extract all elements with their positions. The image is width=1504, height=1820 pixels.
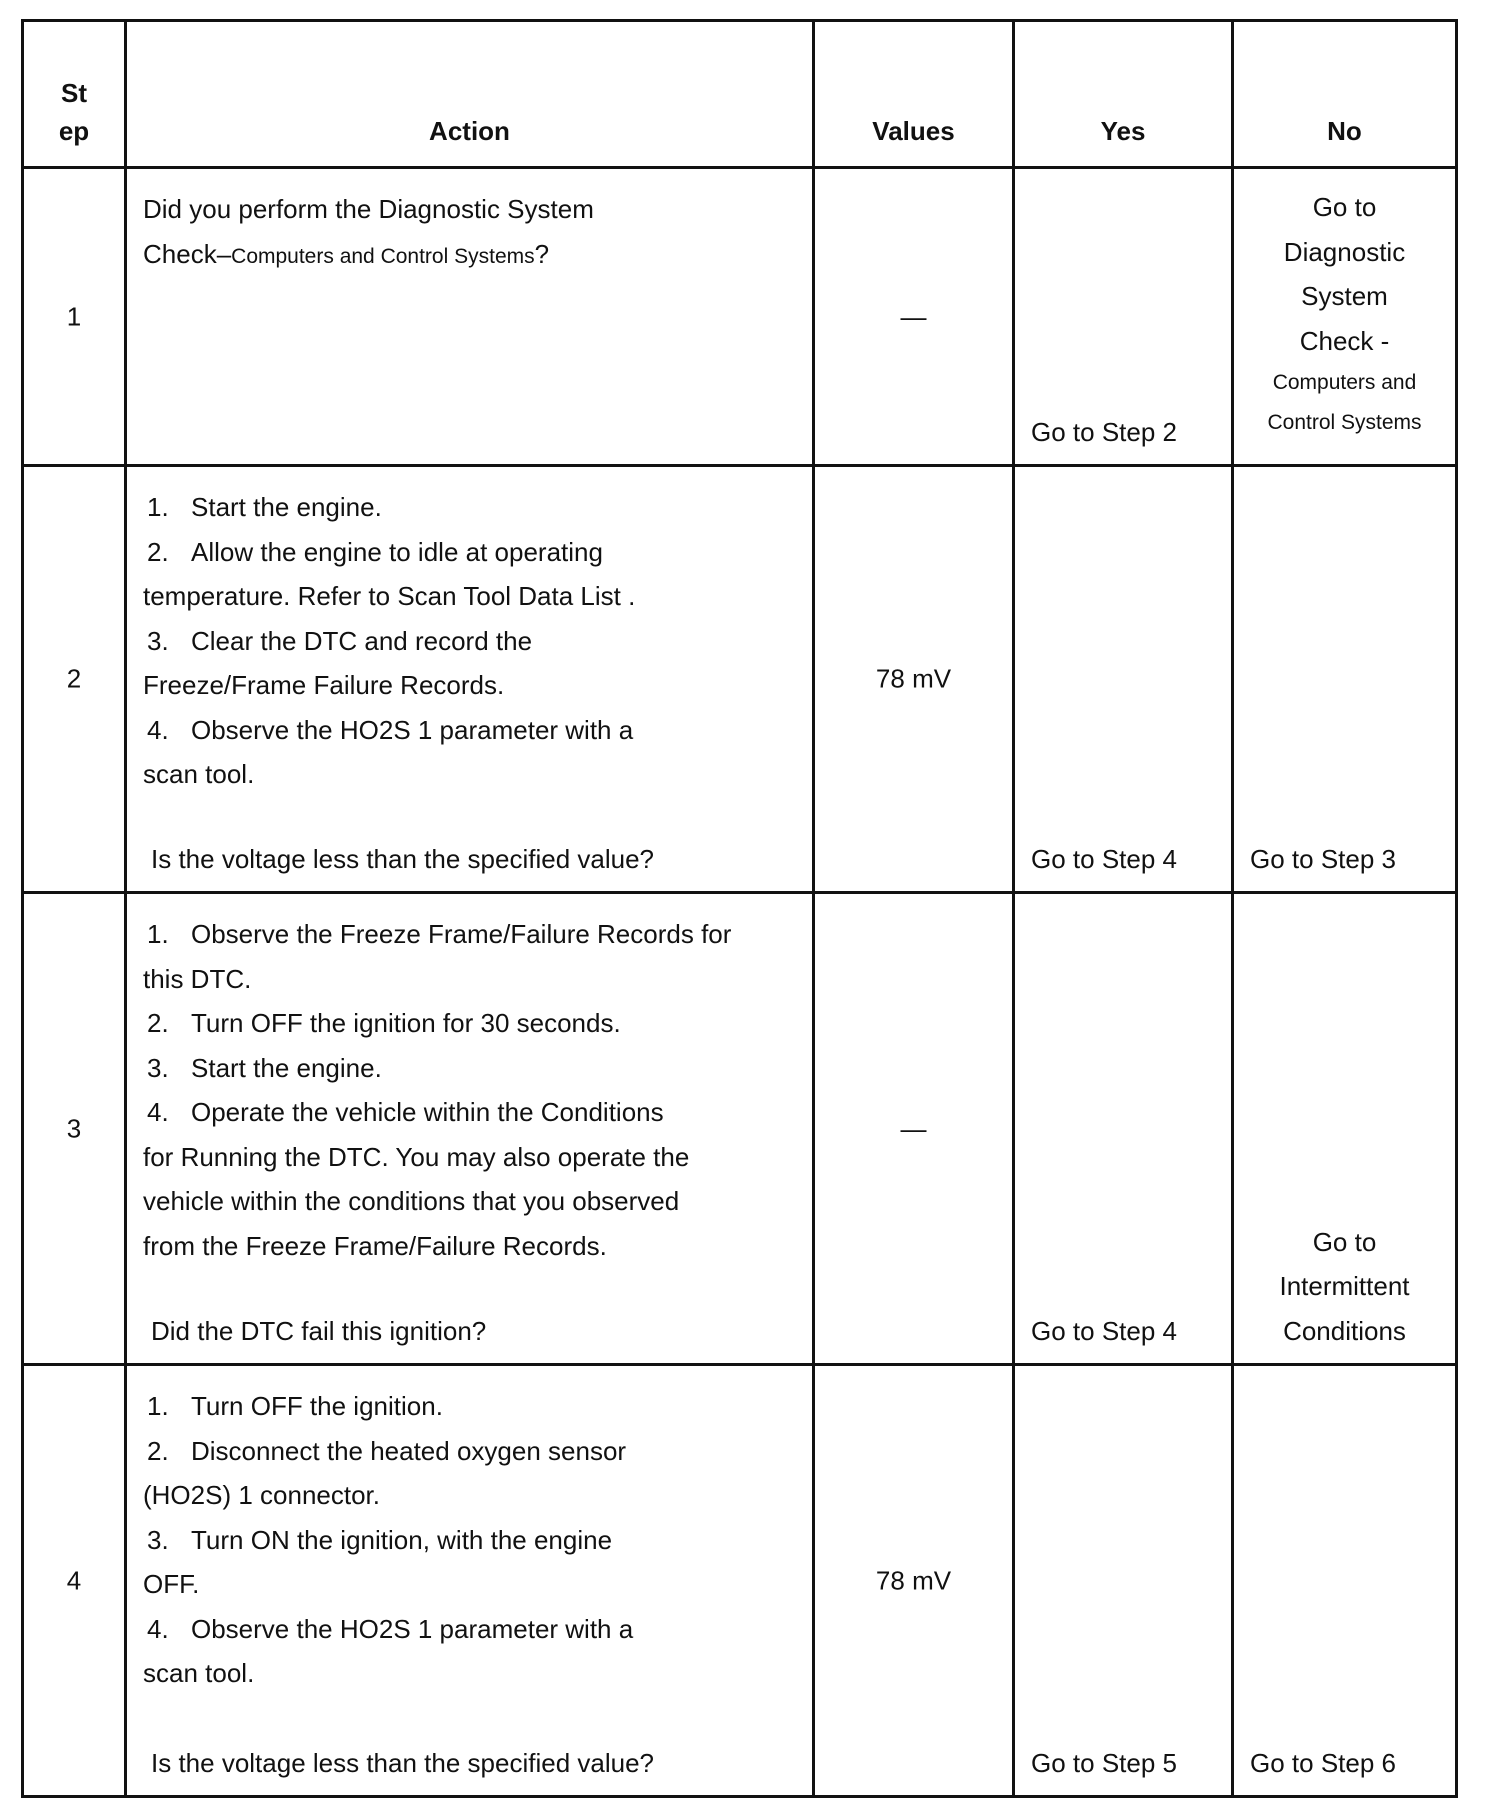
list-item: 3. Clear the DTC and record the Freeze/Frame Failure Records. [143,625,533,700]
header-values: Values [814,21,1014,168]
yes-cell: Go to Step 4 [1014,466,1233,893]
table-row [23,168,1457,466]
header-yes: Yes [1014,21,1233,168]
list-item: 1. Observe the Freeze Frame/Failure Records for this DTC. [143,919,732,994]
step-cell: 3 [23,893,126,1365]
no-cell: Go to Step 6 [1233,1365,1457,1797]
action-cell [126,893,814,1365]
values-cell: — [814,893,1014,1365]
no-cell: Go to Intermittent Conditions [1233,893,1457,1365]
header-no: No [1233,21,1457,168]
question: Did the DTC fail this ignition? [151,1316,487,1346]
list-item: 4. Observe the HO2S 1 parameter with a scan tool. [143,714,634,789]
diagnostic-table [21,19,1458,1798]
table-row [23,466,1457,893]
yes-cell: Go to Step 4 [1014,893,1233,1365]
list-item: 2. Turn OFF the ignition for 30 seconds. [147,1008,621,1038]
header-row [23,21,1457,168]
question: Is the voltage less than the specified value? [151,844,654,874]
table-row [23,1365,1457,1797]
list-item: 2. Allow the engine to idle at operating temperature. Refer to Scan Tool Data List . [143,536,636,611]
yes-cell: Go to Step 2 [1014,168,1233,466]
list-item: 1. Start the engine. [147,492,382,522]
step-cell: 2 [23,466,126,893]
values-cell: 78 mV [814,466,1014,893]
no-cell: Go to Step 3 [1233,466,1457,893]
values-cell: — [814,168,1014,466]
action-cell [126,1365,814,1797]
list-item: 3. Turn ON the ignition, with the engine OFF. [143,1524,613,1599]
action-cell: Did you perform the Diagnostic System Check–Computers and Control Systems? [126,168,814,466]
list-item: 1. Turn OFF the ignition. [147,1391,443,1421]
list-item: 2. Disconnect the heated oxygen sensor (HO2S) 1 connector. [143,1435,627,1510]
no-cell: Go to Diagnostic System Check - Computers and Control Systems [1233,168,1457,466]
table-row [23,893,1457,1365]
step-cell: 4 [23,1365,126,1797]
action-cell [126,466,814,893]
list-item: 3. Start the engine. [147,1052,382,1083]
header-step: St ep [23,21,126,168]
step-cell: 1 [23,168,126,466]
question: Is the voltage less than the specified value? [151,1748,654,1778]
list-item: 4. Operate the vehicle within the Conditions for Running the DTC. You may also operate the vehicle within the conditions that you observed from the Freeze Frame/Failure Records. [143,1097,690,1261]
list-item: 4. Observe the HO2S 1 parameter with a scan tool. [143,1613,634,1688]
yes-cell: Go to Step 5 [1014,1365,1233,1797]
values-cell: 78 mV [814,1365,1014,1797]
header-action: Action [126,21,814,168]
